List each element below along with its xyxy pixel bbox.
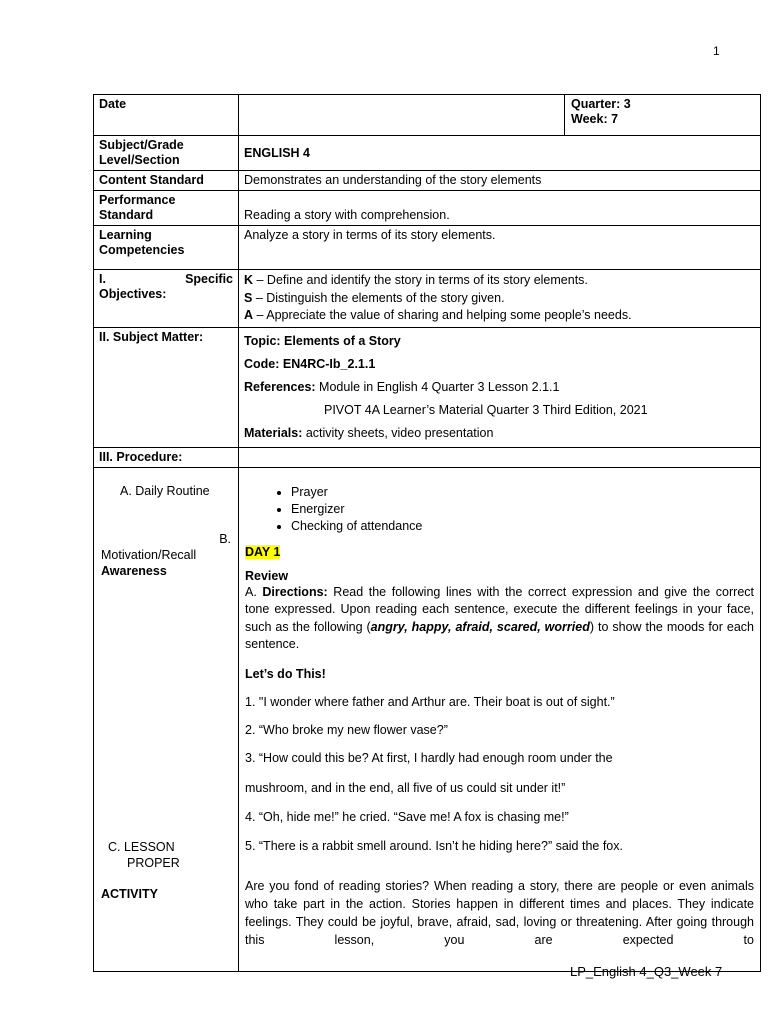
objectives-label-rest: Objectives:: [99, 287, 167, 301]
routine-item-attendance: • Checking of attendance: [291, 518, 754, 535]
date-label: Date: [94, 95, 239, 136]
activity-label: ACTIVITY: [101, 886, 158, 901]
references-line: References: Module in English 4 Quarter 3 Lesson 2.1.1: [244, 379, 560, 394]
routine-item-energizer: • Energizer: [291, 501, 754, 518]
week-label: Week: [571, 112, 604, 126]
lesson-proper-label: C. LESSON: [108, 839, 175, 854]
review-label: Review: [245, 568, 289, 583]
references-line-2: PIVOT 4A Learner’s Material Quarter 3 Third Edition, 2021: [324, 402, 648, 417]
subject-row: [94, 136, 761, 171]
performance-standard-value: Reading a story with comprehension.: [239, 191, 761, 226]
quarter-week-cell: [565, 95, 761, 136]
sentence-1: 1. "I wonder where father and Arthur are. Their boat is out of sight.”: [245, 694, 615, 709]
page-number: 1: [713, 44, 720, 58]
sentence-4: 4. “Oh, hide me!” he cried. “Save me! A fox is chasing me!”: [245, 809, 569, 824]
quarter-value: : 3: [616, 97, 631, 111]
content-standard-label: Content Standard: [94, 171, 239, 191]
subject-value: ENGLISH 4: [239, 136, 761, 171]
sentence-5: 5. “There is a rabbit smell around. Isn’t he hiding here?” said the fox.: [245, 838, 623, 853]
learning-competencies-value: Analyze a story in terms of its story elements.: [239, 226, 761, 270]
lesson-proper-label-2: PROPER: [127, 855, 180, 870]
objectives-label-word: Specific: [185, 272, 233, 286]
objective-a: A – Appreciate the value of sharing and helping some people’s needs.: [244, 308, 632, 322]
performance-standard-label: Performance Standard: [94, 191, 239, 226]
procedure-row: [94, 447, 761, 467]
lets-do-label: Let’s do This!: [245, 666, 326, 681]
materials-line: Materials: activity sheets, video presentation: [244, 425, 494, 440]
motivation-label: Motivation/Recall: [101, 547, 197, 562]
routine-list: [245, 484, 754, 535]
motivation-label-letter: B.: [219, 531, 231, 546]
awareness-label: Awareness: [101, 563, 167, 578]
routine-item-prayer: • Prayer: [291, 484, 754, 501]
footer-label: LP_English 4_Q3_Week 7: [570, 964, 723, 979]
procedure-body-row: [94, 467, 761, 971]
sentence-3-cont: mushroom, and in the end, all five of us could sit under it!”: [245, 780, 566, 795]
learning-competencies-label: Learning Competencies: [94, 226, 239, 270]
directions-paragraph: A. Directions: Read the following lines with the correct expression and give the correct tone expressed. Upon reading each sentence, execute the different feelings in your face, such as the following (angry, happy, afraid, scared, worried) to show the moods for each sentence.: [245, 584, 754, 651]
day-label: DAY 1: [245, 544, 281, 559]
performance-standard-row: [94, 191, 761, 226]
objectives-label: [94, 270, 239, 328]
sentence-2: 2. “Who broke my new flower vase?”: [245, 722, 448, 737]
quarter-label: Quarter: [571, 97, 617, 111]
objective-s: S – Distinguish the elements of the story given.: [244, 290, 505, 305]
subject-matter-label: II. Subject Matter:: [94, 327, 239, 447]
header-row: [94, 95, 761, 136]
content-standard-value: Demonstrates an understanding of the story elements: [239, 171, 761, 191]
date-value: [239, 95, 565, 136]
objectives-value: [239, 270, 761, 328]
procedure-value: [239, 447, 761, 467]
code-line: Code: EN4RC-Ib_2.1.1: [244, 356, 376, 371]
topic-line: Topic: Elements of a Story: [244, 333, 401, 348]
subject-label: Subject/Grade Level/Section: [94, 136, 239, 171]
content-standard-row: [94, 171, 761, 191]
sentence-3: 3. “How could this be? At first, I hardly had enough room under the: [245, 750, 613, 765]
activity-paragraph: Are you fond of reading stories? When reading a story, there are people or even animals who take part in the action. Stories happen in different times and places. They indicate feelings. They could be joyful, brave, afraid, sad, loving or threatening. After going through this lesson, you are expected to: [245, 878, 754, 947]
week-value: : 7: [603, 112, 619, 126]
procedure-content: [239, 467, 761, 971]
lesson-plan-table: [93, 94, 761, 972]
subject-matter-value: [239, 327, 761, 447]
procedure-labels: [94, 467, 239, 971]
objectives-row: [94, 270, 761, 328]
learning-competencies-row: [94, 226, 761, 270]
objective-k: K – Define and identify the story in terms of its story elements.: [244, 273, 588, 287]
procedure-label: III. Procedure:: [94, 447, 239, 467]
objectives-label-num: I.: [99, 272, 106, 286]
subject-matter-row: [94, 327, 761, 447]
daily-routine-label: A. Daily Routine: [120, 483, 210, 498]
